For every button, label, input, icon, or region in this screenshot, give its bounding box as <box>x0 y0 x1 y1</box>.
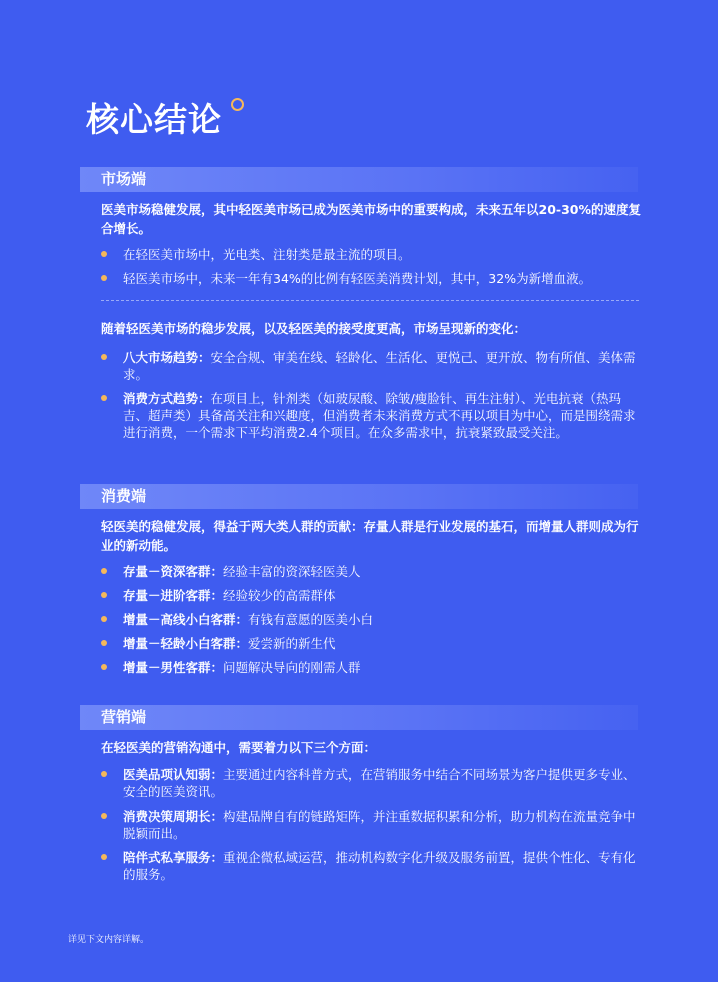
item-text: 重视企微私域运营，推动机构数字化升级及服务前置，提供个性化、专有化的服务。 <box>123 850 636 882</box>
section-lead: 在轻医美的营销沟通中，需要着力以下三个方面： <box>101 740 377 755</box>
bullet-dot-icon <box>101 592 107 598</box>
list-item <box>101 659 641 676</box>
dashed-divider <box>101 300 639 301</box>
item-text: 在轻医美市场中，光电类、注射类是最主流的项目。 <box>123 247 411 262</box>
bullet-dot-icon <box>101 640 107 646</box>
footnote: 详见下文内容详解。 <box>68 935 150 945</box>
list-item <box>101 246 641 263</box>
bullet-dot-icon <box>101 664 107 670</box>
section-header-consumer <box>80 484 638 509</box>
section-title: 市场端 <box>101 170 147 188</box>
bullet-dot-icon <box>101 354 107 360</box>
list-item <box>101 849 641 883</box>
item-label: 存量－资深客群： <box>123 564 224 579</box>
list-item <box>101 563 641 580</box>
section-lead: 轻医美的稳健发展，得益于两大类人群的贡献：存量人群是行业发展的基石，而增量人群则成为行业的新动能。 <box>101 519 639 553</box>
item-label: 陪伴式私享服务： <box>123 850 224 865</box>
list-item <box>101 611 641 628</box>
section-header-marketing <box>80 705 638 730</box>
item-text: 问题解决导向的刚需人群 <box>223 660 361 675</box>
list-item <box>101 270 641 287</box>
bullet-dot-icon <box>101 771 107 777</box>
item-text: 轻医美市场中，未来一年有34%的比例有轻医美消费计划，其中，32%为新增血液。 <box>123 271 592 286</box>
list-item <box>101 635 641 652</box>
item-text: 构建品牌自有的链路矩阵，并注重数据积累和分析，助力机构在流量竞争中脱颖而出。 <box>123 809 636 841</box>
item-label: 八大市场趋势： <box>123 350 211 365</box>
list-item <box>101 349 641 383</box>
item-text: 安全合规、审美在线、轻龄化、生活化、更悦己、更开放、物有所值、美体需求。 <box>123 350 636 382</box>
item-text: 在项目上，针剂类（如玻尿酸、除皱/瘦脸针、再生注射）、光电抗衰（热玛吉、超声类）具备高关注和兴趣度，但消费者未来消费方式不再以项目为中心，而是围绕需求进行消费，一个需求下平均消费2.4个项目。在众多需求中，抗衰紧致最受关注。 <box>123 391 636 440</box>
bullet-dot-icon <box>101 854 107 860</box>
section-lead: 医美市场稳健发展，其中轻医美市场已成为医美市场中的重要构成，未来五年以20-30%的速度复合增长。 <box>101 202 642 236</box>
section-title: 营销端 <box>101 708 147 726</box>
page-title: 核心结论 <box>86 100 222 139</box>
section-lead: 随着轻医美市场的稳步发展，以及轻医美的接受度更高，市场呈现新的变化： <box>101 321 527 336</box>
section-header-market <box>80 167 638 192</box>
bullet-dot-icon <box>101 813 107 819</box>
bullet-dot-icon <box>101 251 107 257</box>
list-item <box>101 587 641 604</box>
item-label: 医美品项认知弱： <box>123 767 224 782</box>
item-label: 消费决策周期长： <box>123 809 224 824</box>
item-text: 经验丰富的资深轻医美人 <box>223 564 361 579</box>
section-title: 消费端 <box>101 487 147 505</box>
list-item <box>101 390 641 441</box>
list-item <box>101 808 641 842</box>
item-text: 爱尝新的新生代 <box>248 636 336 651</box>
item-label: 增量－轻龄小白客群： <box>123 636 249 651</box>
item-label: 存量－进阶客群： <box>123 588 224 603</box>
item-text: 主要通过内容科普方式，在营销服务中结合不同场景为客户提供更多专业、安全的医美资讯。 <box>123 767 636 799</box>
bullet-dot-icon <box>101 616 107 622</box>
item-text: 有钱有意愿的医美小白 <box>248 612 374 627</box>
bullet-dot-icon <box>101 395 107 401</box>
title-circle-decoration <box>231 98 244 111</box>
list-item <box>101 766 641 800</box>
item-label: 增量－高线小白客群： <box>123 612 249 627</box>
item-label: 增量－男性客群： <box>123 660 224 675</box>
item-label: 消费方式趋势： <box>123 391 211 406</box>
item-text: 经验较少的高需群体 <box>223 588 336 603</box>
bullet-dot-icon <box>101 275 107 281</box>
bullet-dot-icon <box>101 568 107 574</box>
